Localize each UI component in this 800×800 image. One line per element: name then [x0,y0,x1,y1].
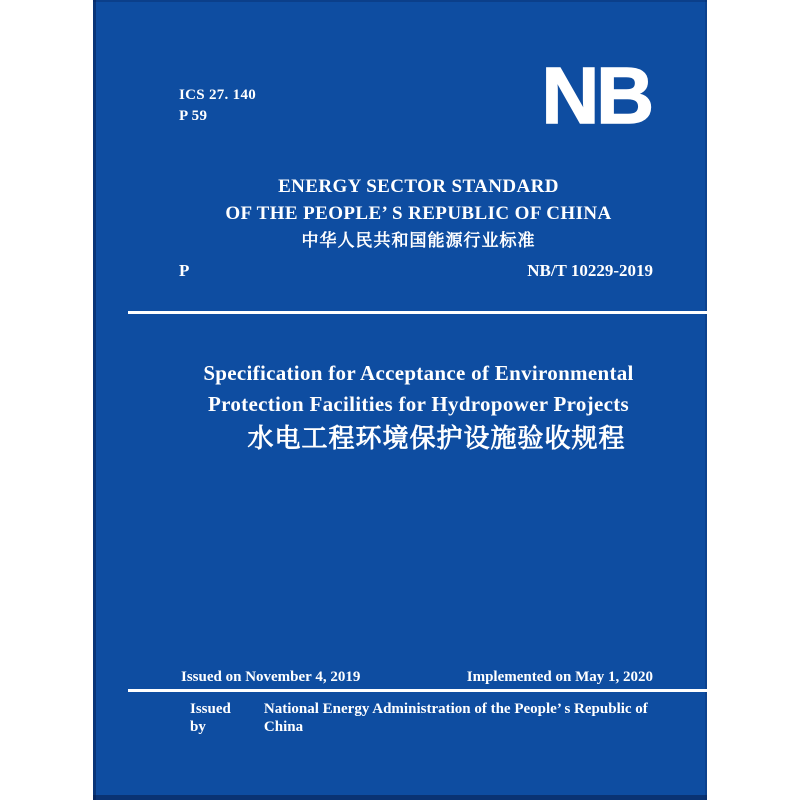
issued-by-row [190,700,687,736]
title-block [130,358,707,456]
standard-cover [93,0,707,800]
bottom-rule [128,689,707,692]
implemented-date: Implemented on May 1, 2020 [466,669,653,685]
top-rule [128,311,707,314]
issued-date: Issued on November 4, 2019 [181,669,361,685]
title-zh-line: 水电工程环境保护设施验收规程 [247,424,626,454]
title-en-line1: Specification for Acceptance of Environmental [203,361,634,385]
header-zh-line: 中华人民共和国能源行业标准 [301,231,536,251]
issued-by-value: National Energy Administration of the People’ s Republic of China [263,701,648,735]
code-row [179,261,653,281]
code-row-left: P [179,261,190,280]
standard-header [130,173,707,255]
issued-by-label: Issued by [190,701,231,735]
p-code: P 59 [179,108,208,124]
footer-dates-row [181,668,653,686]
title-en-line2: Protection Facilities for Hydropower Projects [208,392,629,416]
ics-code: ICS 27. 140 [179,87,257,103]
ics-classification-block [179,85,256,127]
nb-logo: NB [541,51,651,140]
header-en-line2: OF THE PEOPLE’ S REPUBLIC OF CHINA [225,203,612,224]
header-en-line1: ENERGY SECTOR STANDARD [278,176,559,197]
standard-number: NB/T 10229-2019 [527,261,653,280]
